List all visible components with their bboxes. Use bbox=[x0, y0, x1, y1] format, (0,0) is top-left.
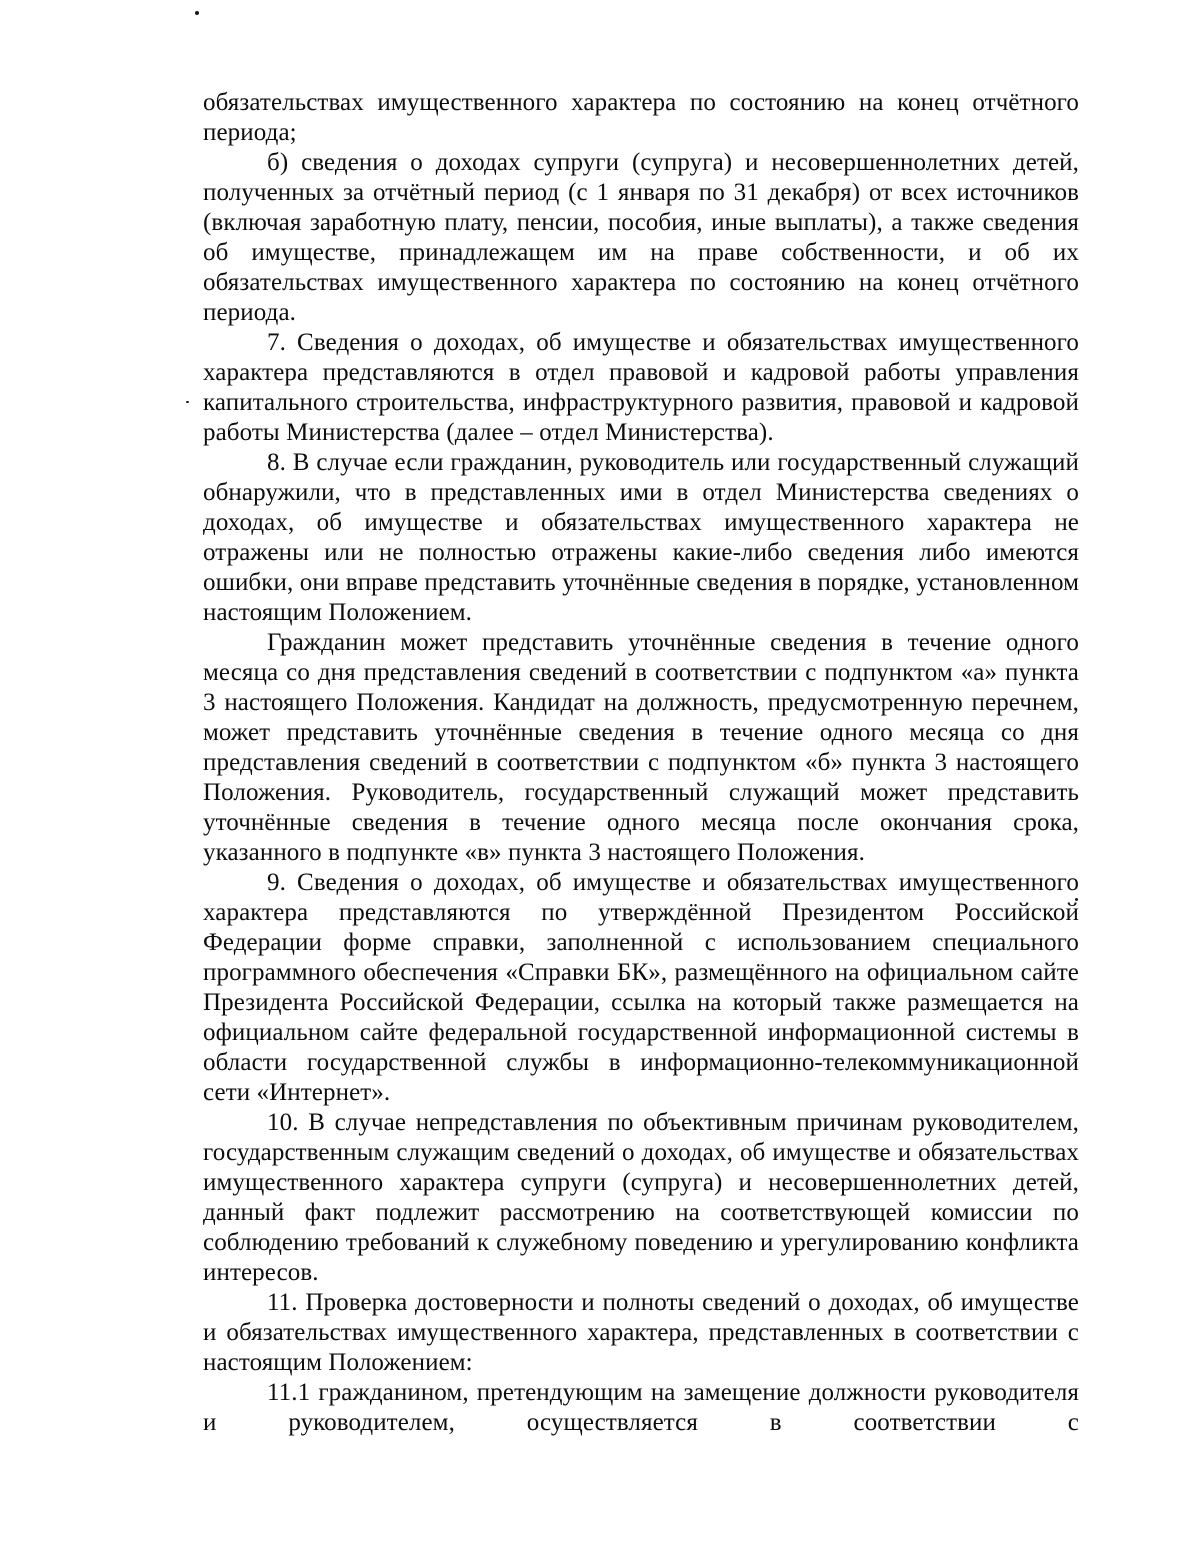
paragraph-item-9: 9. Сведения о доходах, об имуществе и обязательствах имущественного характера представляются по утверждённой Президентом Российской Федерации форме справки, заполненной с использованием специального программного обеспечения «Справки БК», размещённого на официальном сайте Президента Российской Федерации, ссылка на который также размещается на официальном сайте федеральной государственной информационной системы в области государственной службы в информационно-телекоммуникационной сети «Интернет». bbox=[203, 869, 1079, 1106]
paragraph-item-10: 10. В случае непредставления по объективным причинам руководителем, государственным служащим сведений о доходах, об имуществе и обязательствах имущественного характера супруги (супруга) и несовершеннолетних детей, данный факт подлежит рассмотрению на соответствующей комиссии по соблюдению требований к служебному поведению и урегулированию конфликта интересов. bbox=[203, 1109, 1079, 1286]
scan-speck bbox=[186, 401, 189, 403]
paragraph-item-11-1: 11.1 гражданином, претендующим на замещение должности руководителя и руководителем, осуществляется в соответствии с bbox=[203, 1379, 1079, 1436]
paragraph-subitem-b: б) сведения о доходах супруги (супруга) и несовершеннолетних детей, полученных за отчётный период (с 1 января по 31 декабря) от всех источников (включая заработную плату, пенсии, пособия, иные выплаты), а также сведения об имуществе, принадлежащем им на праве собственности, и об их обязательствах имущественного характера по состоянию на конец отчётного периода. bbox=[203, 149, 1079, 326]
paragraph-continuation: обязательствах имущественного характера по состоянию на конец отчётного периода; bbox=[203, 89, 1079, 146]
paragraph-item-11: 11. Проверка достоверности и полноты сведений о доходах, об имуществе и обязательствах имущественного характера, представленных в соответствии с настоящим Положением: bbox=[203, 1289, 1079, 1376]
scan-speck bbox=[195, 11, 199, 15]
document-body bbox=[203, 88, 1079, 1438]
paragraph-item-8: 8. В случае если гражданин, руководитель или государственный служащий обнаружили, что в представленных ими в отдел Министерства сведениях о доходах, об имуществе и обязательствах имущественного характера не отражены или не полностью отражены какие-либо сведения либо имеются ошибки, они вправе представить уточнённые сведения в порядке, установленном настоящим Положением. bbox=[203, 449, 1079, 626]
paragraph-item-8-continued: Гражданин может представить уточнённые сведения в течение одного месяца со дня представления сведений в соответствии с подпунктом «а» пункта 3 настоящего Положения. Кандидат на должность, предусмотренную перечнем, может представить уточнённые сведения в течение одного месяца со дня представления сведений в соответствии с подпунктом «б» пункта 3 настоящего Положения. Руководитель, государственный служащий может представить уточнённые сведения в течение одного месяца после окончания срока, указанного в подпункте «в» пункта 3 настоящего Положения. bbox=[203, 629, 1079, 866]
paragraph-item-7: 7. Сведения о доходах, об имуществе и обязательствах имущественного характера представляются в отдел правовой и кадровой работы управления капитального строительства, инфраструктурного развития, правовой и кадровой работы Министерства (далее – отдел Министерства). bbox=[203, 329, 1079, 446]
